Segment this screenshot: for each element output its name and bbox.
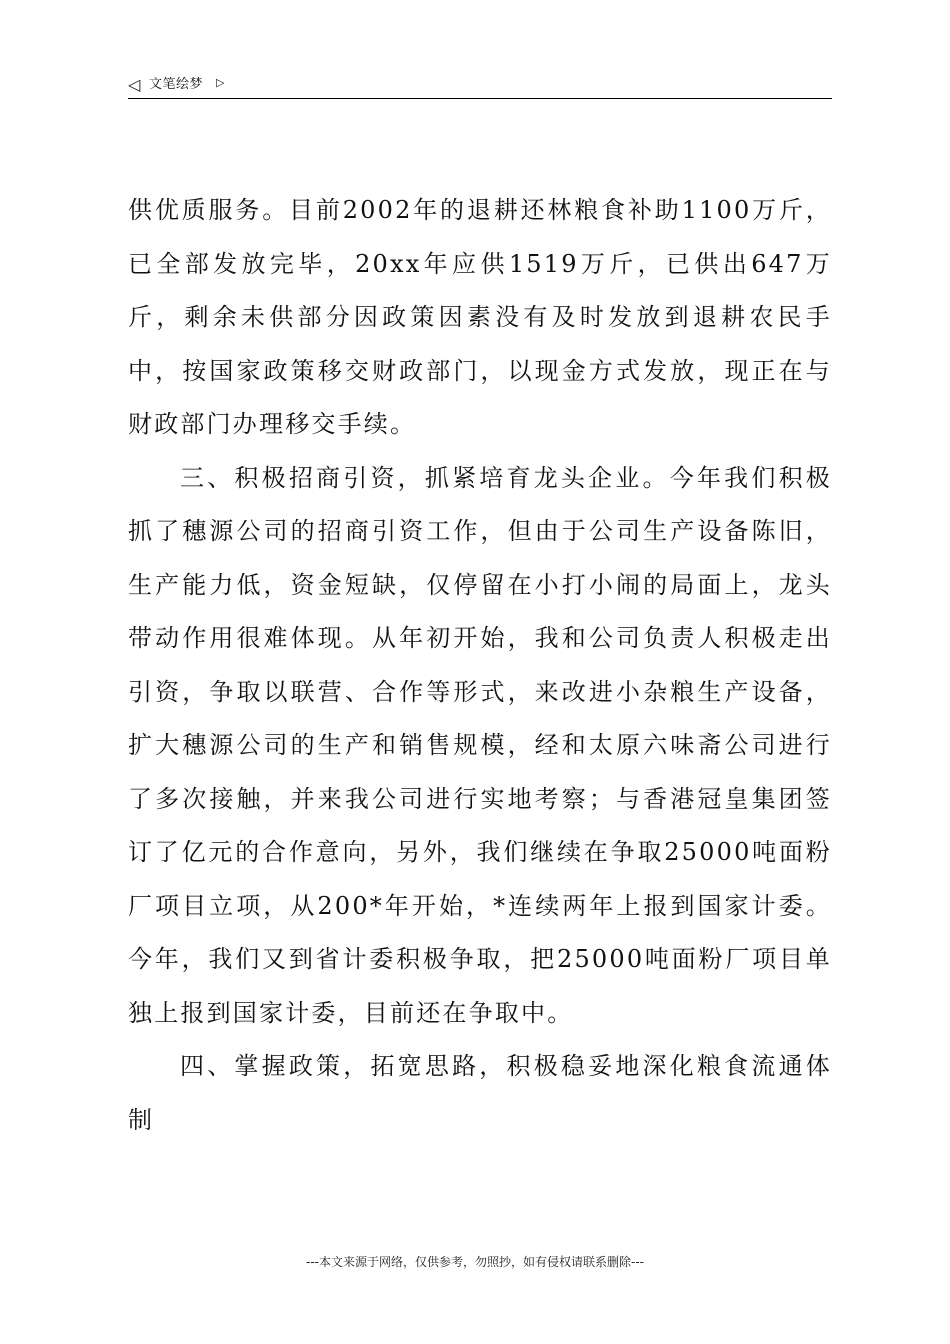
header-title: 文笔绘梦	[149, 77, 204, 92]
page-footer-disclaimer: ---本文来源于网络，仅供参考，勿照抄，如有侵权请联系删除---	[306, 1255, 644, 1269]
paragraph-section-three: 三、积极招商引资，抓紧培育龙头企业。今年我们积极抓了穗源公司的招商引资工作，但由于公司生产设备陈旧，生产能力低，资金短缺，仅停留在小打小闹的局面上，龙头带动作用很难体现。从年初开始，我和公司负责人积极走出引资，争取以联营、合作等形式，来改进小杂粮生产设备，扩大穗源公司的生产和销售规模，经和太原六味斋公司进行了多次接触，并来我公司进行实地考察；与香港冠皇集团签订了亿元的合作意向，另外，我们继续在争取25000吨面粉厂项目立项，从200*年开始，*连续两年上报到国家计委。今年，我们又到省计委积极争取，把25000吨面粉厂项目单独上报到国家计委，目前还在争取中。	[128, 463, 832, 1027]
left-triangle-icon: ◁	[128, 75, 141, 94]
paragraph-continued: 供优质服务。目前2002年的退耕还林粮食补助1100万斤，已全部发放完毕，20xx年应供1519万斤，已供出647万斤，剩余未供部分因政策因素没有及时发放到退耕农民手中，按国家政策移交财政部门，以现金方式发放，现正在与财政部门办理移交手续。	[128, 196, 832, 438]
page-header	[128, 74, 832, 99]
paragraph-section-four: 四、掌握政策，拓宽思路，积极稳妥地深化粮食流通体制	[128, 1052, 832, 1134]
right-triangle-icon: ▷	[216, 76, 225, 89]
document-body	[128, 186, 832, 1147]
